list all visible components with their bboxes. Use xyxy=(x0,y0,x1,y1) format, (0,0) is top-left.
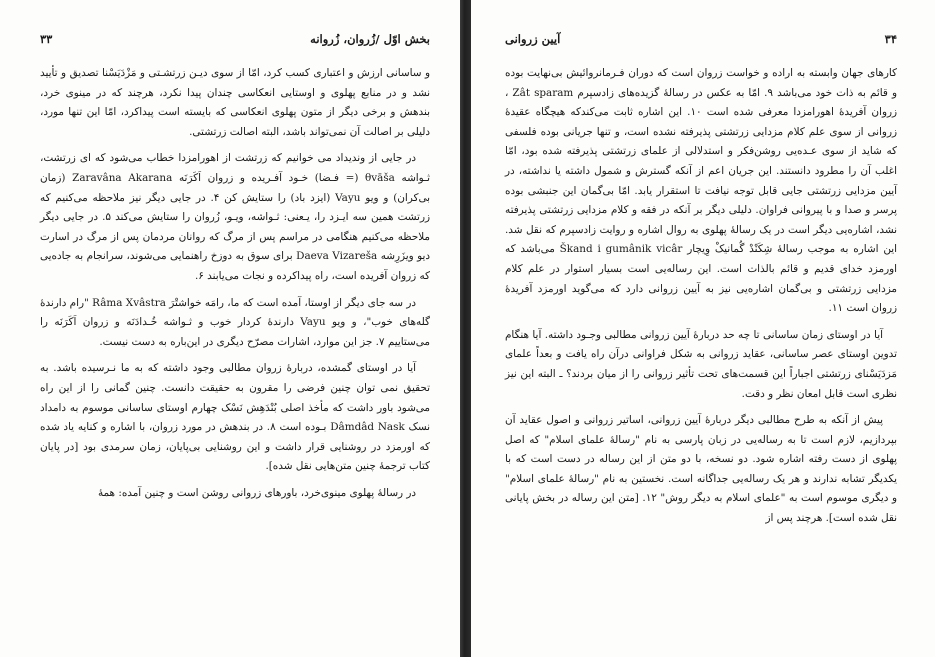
right-body-text xyxy=(505,64,897,529)
paragraph: آیا در اوستای زمان ساسانی تا چه حد دربارهٔ آیین زروانی مطالبی وجـود داشته. آیا هنگام تدوین اوستای عصر ساسانی، عقاید زروانی به شکل فراوانی درآن راه یافت و بعداً علمای مَزدَیَسْنای زرتشتی اجباراً این قسمت‌های تحت تأثیر زروانی را از میان بردند؟ ـ البته این نیز نظری است قابل امعان نظر و دقت. xyxy=(505,328,897,400)
paragraph: و ساسانی ارزش و اعتباری کسب کرد، امّا از سوی دیـن زرتشـتی و مَزْدَیَسْنا تصدیق و تأیید نشد و در منابع پهلوی و اوستایی انعکاسی چندان پیدا نکرد، هرچند که در مینوی خرد، بندهش و برخی دیگر از متون پهلوی انعکاسی که بایسته است پیداکرد، امّا این تنها مورد، دلیلی بر اصالت آن نمی‌تواند باشد، البته اصالت زرتشتی. xyxy=(40,67,430,138)
left-running-title: بخش اوّل /زُروان، زُروانه xyxy=(310,32,430,46)
paragraph: در جایی از وندیداد می خوانیم که زرتشت از اهورامزدا خطاب می‌شود که ای زرتشت، ثـواشه θvāša (= فـضا) خـود آفـریده و زروان اَکَرَنَه Zaravâna Akarana (زمان بی‌کران) و ویو Vayu (ایزد باد) را ستایش کن ۴. در جایی دیگر نیز ملاحظه می‌کنیم که زرتشت همین سه ایـزد را، یـعنی: ثـواشه، ویـو، زُروان را ستایش می‌کند ۵. در جایی دیگر ملاحظه می‌کنیم هنگامی در مراسم پس از مرگ که روانان مردمان پس از مرگ در اسارت دیو ویزَرِشه Daeva Vizareša برای سوق به دوزخ راهنمایی می‌شوند، سرانجام به جاده‌یی که زروان آفریده است، راه پیداکرده و نجات می‌یابند ۶. xyxy=(40,152,431,282)
left-page xyxy=(0,0,460,657)
paragraph: در رسالهٔ پهلوی مینوی‌خرد، باورهای زروانی روشن است و چنین آمده: همهٔ xyxy=(97,486,416,499)
book-spine xyxy=(460,0,471,657)
paragraph: آیا در اوستای گمشده، دربارهٔ زروان مطالبی وجود داشته که به ما نـرسیده باشد. به تحقیق نمی توان چنین فرضی را مقرون به حقیقت دانست. چنین گمانی را از این راه می‌شود باور داشت که مأخذ اصلی بُنْدَهِش نَسْک چهارم اوستای ساسانی موسوم به دامداد نسک Dâmdâd Nask بـوده است ۸. در بندهش در مورد زروان، با اشاره و کنایه یاد شده که اورمزد در روشنایی قرار داشت و این روشنایی بی‌پایان، زمان سرمدی بود [در پایان کتاب ترجمهٔ چنین متن‌هایی نقل شده]. xyxy=(40,362,430,473)
right-page xyxy=(471,0,935,657)
paragraph: پیش از آنکه به طرح مطالبی دیگر دربارهٔ آیین زروانی، اساتیر زروانی و اصول عقاید آن بپردازیم، لازم است تا به رساله‌یی در زبان پارسی به نام "رسالهٔ علمای اسلام" که اصل پهلوی از دست رفته اشاره شود. دو نسخه، با دو متن از این رساله در دست است که با یکدیگر تشابه ندارند و هر یک رساله‌یی جداگانه است. نخستین به نام "رسالهٔ علمای اسلام" و دیگری موسوم است به "علمای اسلام به دیگر روش" ۱۲. [متن این رساله در بخش پایانی نقل شده است]. هرچند پس از xyxy=(505,414,897,525)
right-running-title: آیین زروانی xyxy=(505,32,561,46)
right-page-number: ۳۴ xyxy=(884,32,897,46)
paragraph: در سه جای دیگر از اوستا، آمده است که ما، رامَه خواشتْرَ Râma Xvâstra "رام دارندهٔ گله‌های خوب"، و ویو Vayu دارندهٔ کردار خوب و ثـواشه خُـدادَنَه و زروان اَکَرَنَه را می‌ستاییم ۷. جز این موارد، اشارات مصرّح دیگری در این‌باره به دست نیست. xyxy=(40,296,430,348)
left-body-text xyxy=(40,64,430,503)
left-page-number: ۳۳ xyxy=(40,32,53,46)
paragraph: کارهای جهان وابسته به اراده و خواست زروان است که دوران فـرمانروائیش بی‌نهایت بوده و قائم به ذات خود می‌باشد ۹. امّا به عکس در رسالهٔ گزیده‌های زادسپرم Zât sparam ، زروان آفریدهٔ اهورامزدا معرفی شده است ۱۰. این اشاره ثابت می‌کندکه هیچگاه عقیدهٔ زروانی از سوی علم کلام مزدایی زرتشتی پذیرفته نشده است، و تنها جریانی بوده فلسفی که شاید از سوی عـده‌یی روشن‌فکر و استدلالی از علمای زرتشتی پذیرفته شده بود، امّا اغلب آن را مطرود دانستند. این جریان اعم از آنکه گسترش و شمول داشته یا نداشته، در آیین مزدایی زرتشتی جایی قابل توجه نیافت تا استقرار یابد. امّا بی‌گمان این جنبشی بوده پرسر و صدا و با پیروانی فراوان. دلیلی دیگر بر آنکه در فقه و کلام مزدایی زرتشتی پذیرفته نشد، اشاره‌یی دیگر است در یک رسالهٔ پهلوی به روال اشاره و روایت زادسپرم که نقل شد. این اشاره به موجب رسالهٔ شِکَنْدْ گُمانیکْ وِیچار Škand i gumânik vicâr می‌باشد که اورمزد خدای قدیم و قائم بالذات است. این رساله‌یی است بسیار استوار در علم کلام مزدایی زرتشتی و بی‌گمان اشاره‌یی نیز به آیین زروانی دارد که می‌گوید اورمزد آفریدهٔ زروان است ۱۱. xyxy=(505,67,898,315)
right-page-header xyxy=(505,32,897,54)
left-page-header xyxy=(40,32,430,54)
